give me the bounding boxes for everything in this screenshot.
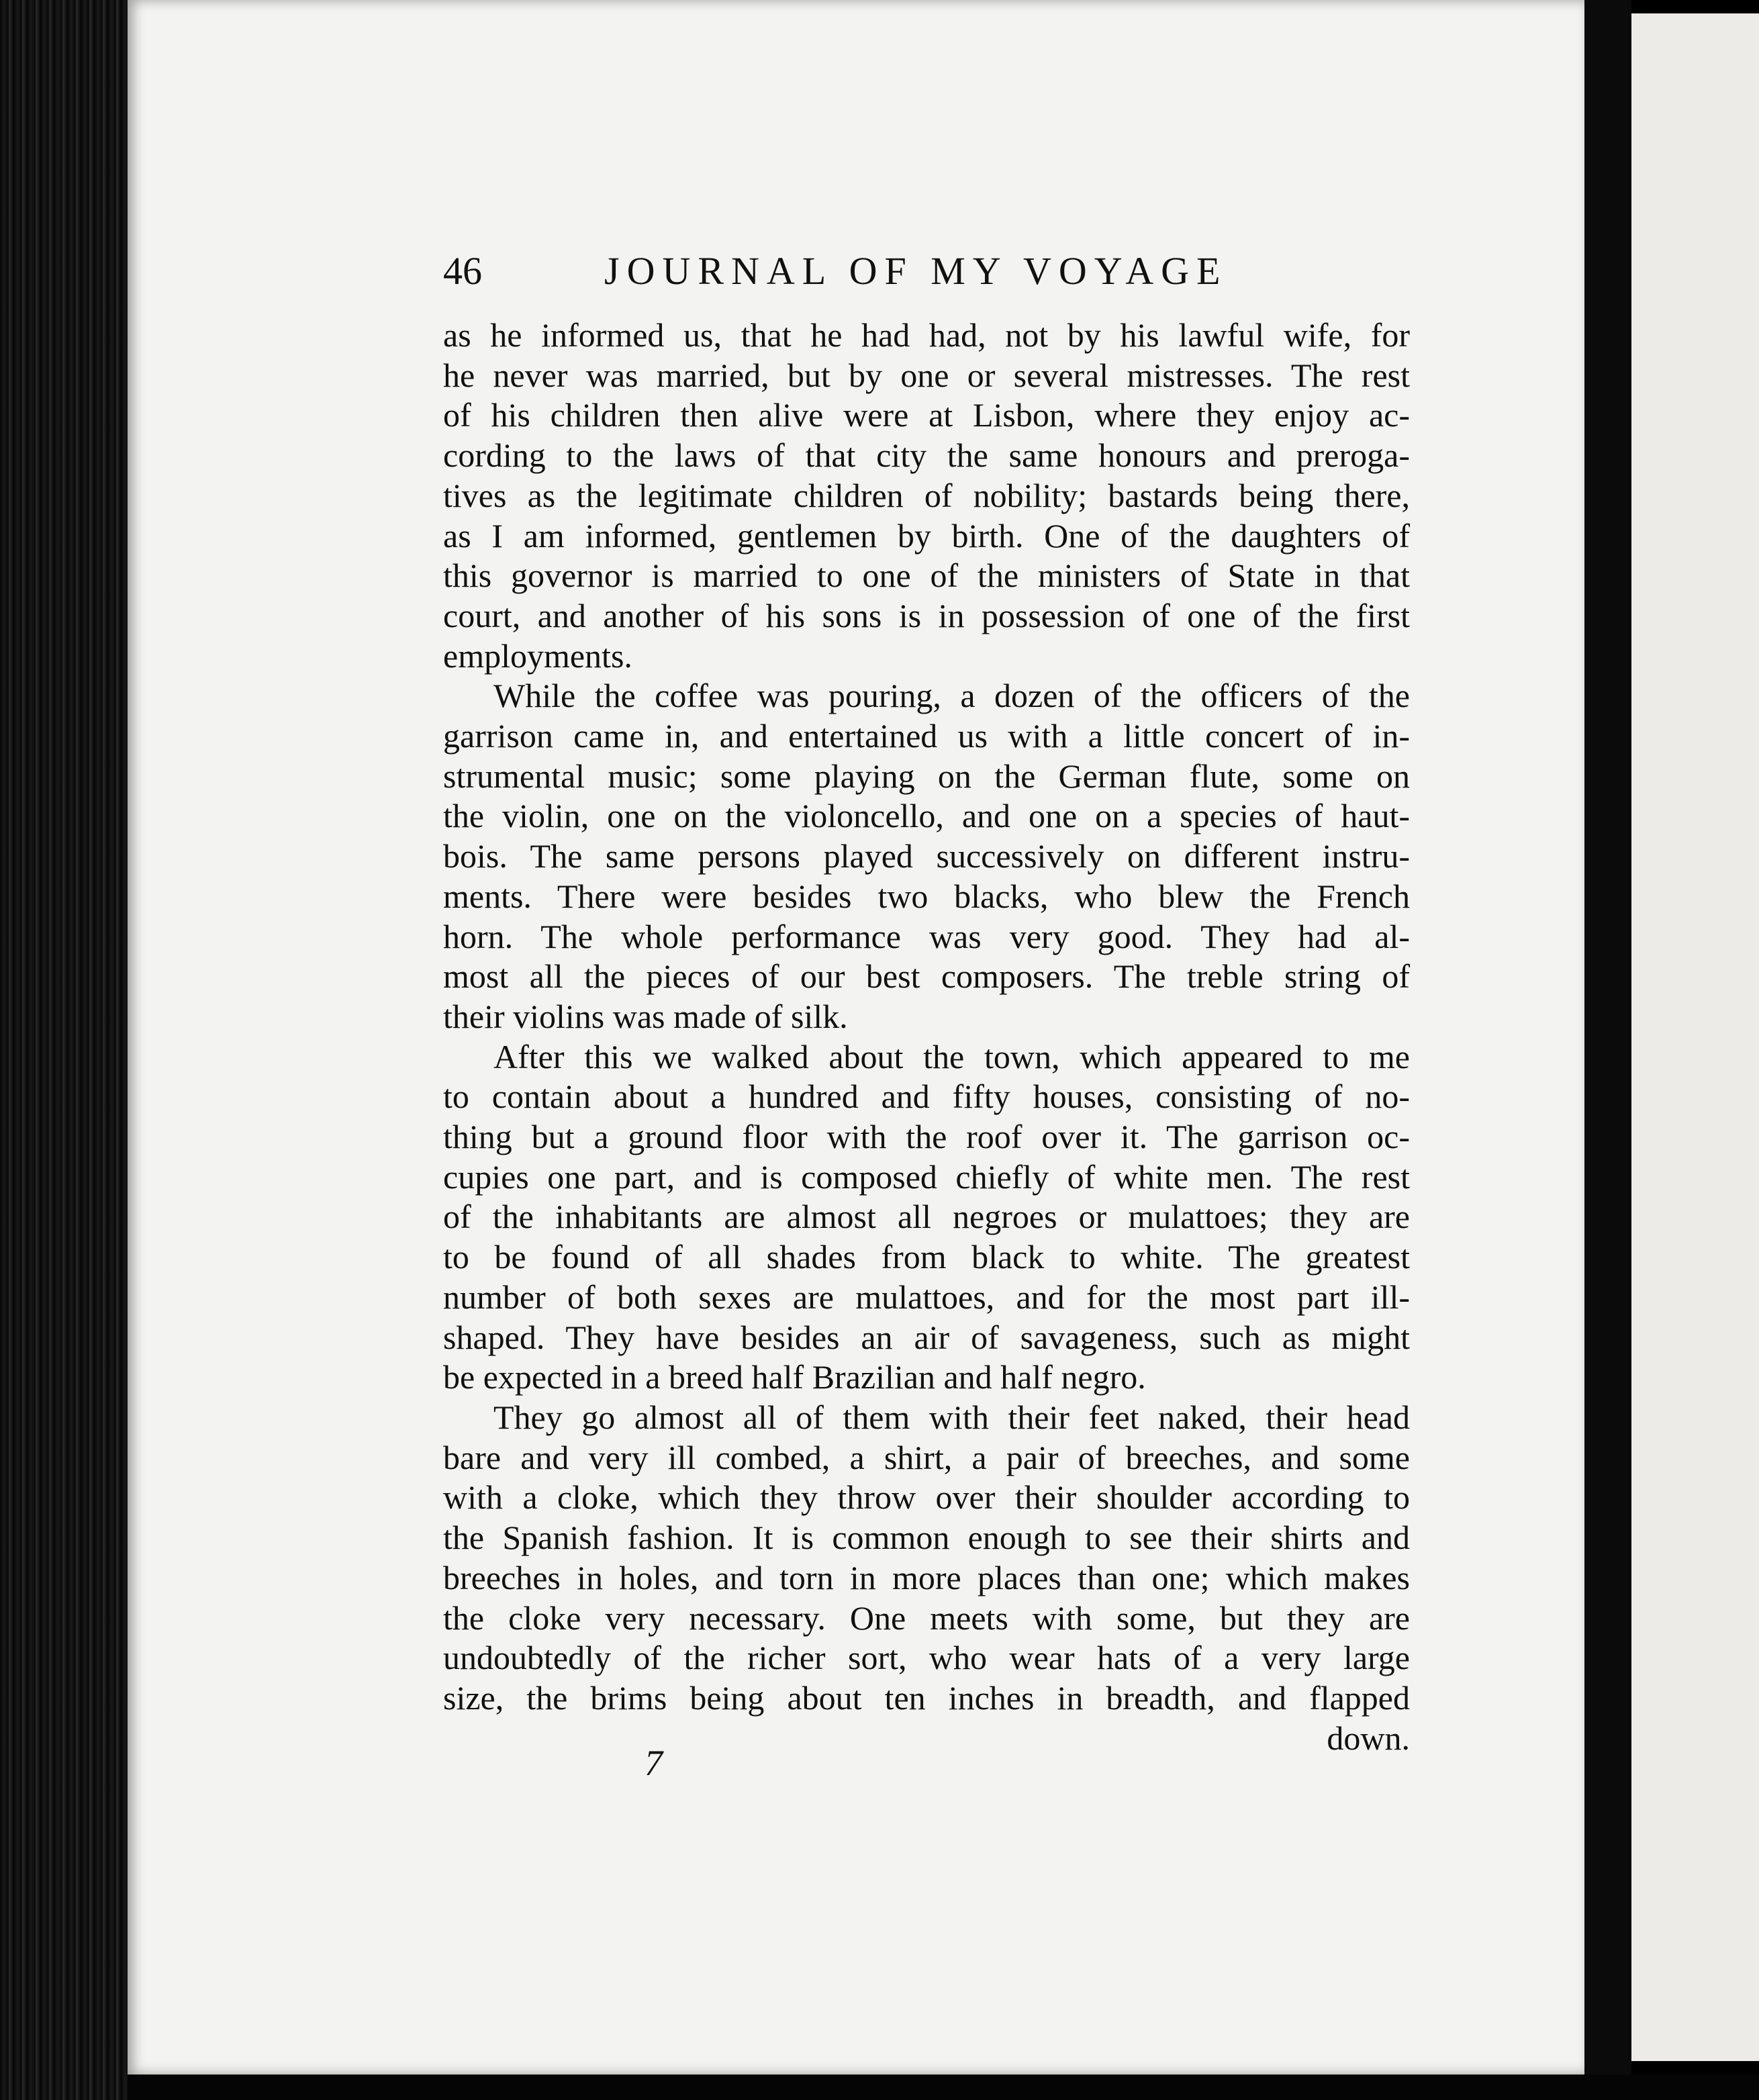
text-line: with a cloke, which they throw over their shoulder according to bbox=[443, 1478, 1410, 1517]
text-line: thing but a ground floor with the roof over it. The garrison oc- bbox=[443, 1118, 1410, 1156]
adjacent-page-edge bbox=[1631, 13, 1759, 2061]
text-line: the Spanish fashion. It is common enough to see their shirts and bbox=[443, 1519, 1410, 1557]
text-line: the violin, one on the violoncello, and one on a species of haut- bbox=[443, 797, 1410, 835]
text-line: cording to the laws of that city the same honours and preroga- bbox=[443, 436, 1410, 475]
catchword: down. bbox=[1327, 1719, 1410, 1757]
text-line: as he informed us, that he had had, not by his lawful wife, for bbox=[443, 316, 1410, 354]
text-line: They go almost all of them with their feet naked, their head bbox=[493, 1398, 1410, 1436]
book-spine-binding bbox=[0, 0, 128, 2100]
text-line: court, and another of his sons is in possession of one of the first bbox=[443, 596, 1410, 634]
text-line: shaped. They have besides an air of savageness, such as might bbox=[443, 1318, 1410, 1356]
page-body bbox=[443, 316, 1410, 1758]
text-line: After this we walked about the town, which appeared to me bbox=[493, 1037, 1410, 1076]
text-line: this governor is married to one of the ministers of State in that bbox=[443, 557, 1410, 595]
text-line: as I am informed, gentlemen by birth. One of the daughters of bbox=[443, 516, 1410, 555]
running-title: JOURNAL OF MY VOYAGE bbox=[604, 249, 1228, 293]
signature-mark: 7 bbox=[645, 1743, 663, 1783]
page-number: 46 bbox=[443, 249, 482, 293]
text-line: undoubtedly of the richer sort, who wear hats of a very large bbox=[443, 1639, 1410, 1677]
text-line: number of both sexes are mulattoes, and for the most part ill- bbox=[443, 1278, 1410, 1316]
text-line: horn. The whole performance was very good. They had al- bbox=[443, 917, 1410, 955]
text-line: the cloke very necessary. One meets with some, but they are bbox=[443, 1598, 1410, 1637]
text-line: ments. There were besides two blacks, who blew the French bbox=[443, 877, 1410, 915]
text-line: most all the pieces of our best composers. The treble string of bbox=[443, 957, 1410, 996]
text-line: While the coffee was pouring, a dozen of the officers of the bbox=[493, 677, 1410, 715]
text-line: be expected in a breed half Brazilian and half negro. bbox=[443, 1358, 1146, 1396]
text-line: to contain about a hundred and fifty houses, consisting of no- bbox=[443, 1078, 1410, 1116]
page-gutter-shadow bbox=[1584, 0, 1631, 2100]
text-line: size, the brims being about ten inches in breadth, and flapped bbox=[443, 1678, 1410, 1717]
text-line: garrison came in, and entertained us with a little concert of in- bbox=[443, 717, 1410, 755]
text-line: bare and very ill combed, a shirt, a pair of breeches, and some bbox=[443, 1438, 1410, 1476]
text-line: bois. The same persons played successively on different instru- bbox=[443, 837, 1410, 875]
text-line: of his children then alive were at Lisbon, where they enjoy ac- bbox=[443, 396, 1410, 434]
text-line: cupies one part, and is composed chiefly of white men. The rest bbox=[443, 1157, 1410, 1196]
page-header bbox=[443, 248, 1417, 309]
scan-bottom-border bbox=[128, 2074, 1759, 2100]
text-line: employments. bbox=[443, 636, 632, 675]
text-line: breeches in holes, and torn in more places than one; which makes bbox=[443, 1558, 1410, 1596]
text-line: their violins was made of silk. bbox=[443, 997, 848, 1035]
text-line: he never was married, but by one or several mistresses. The rest bbox=[443, 356, 1410, 394]
text-line: of the inhabitants are almost all negroes or mulattoes; they are bbox=[443, 1198, 1410, 1236]
text-line: tives as the legitimate children of nobility; bastards being there, bbox=[443, 476, 1410, 514]
text-line: strumental music; some playing on the German flute, some on bbox=[443, 757, 1410, 795]
text-line: to be found of all shades from black to white. The greatest bbox=[443, 1238, 1410, 1276]
